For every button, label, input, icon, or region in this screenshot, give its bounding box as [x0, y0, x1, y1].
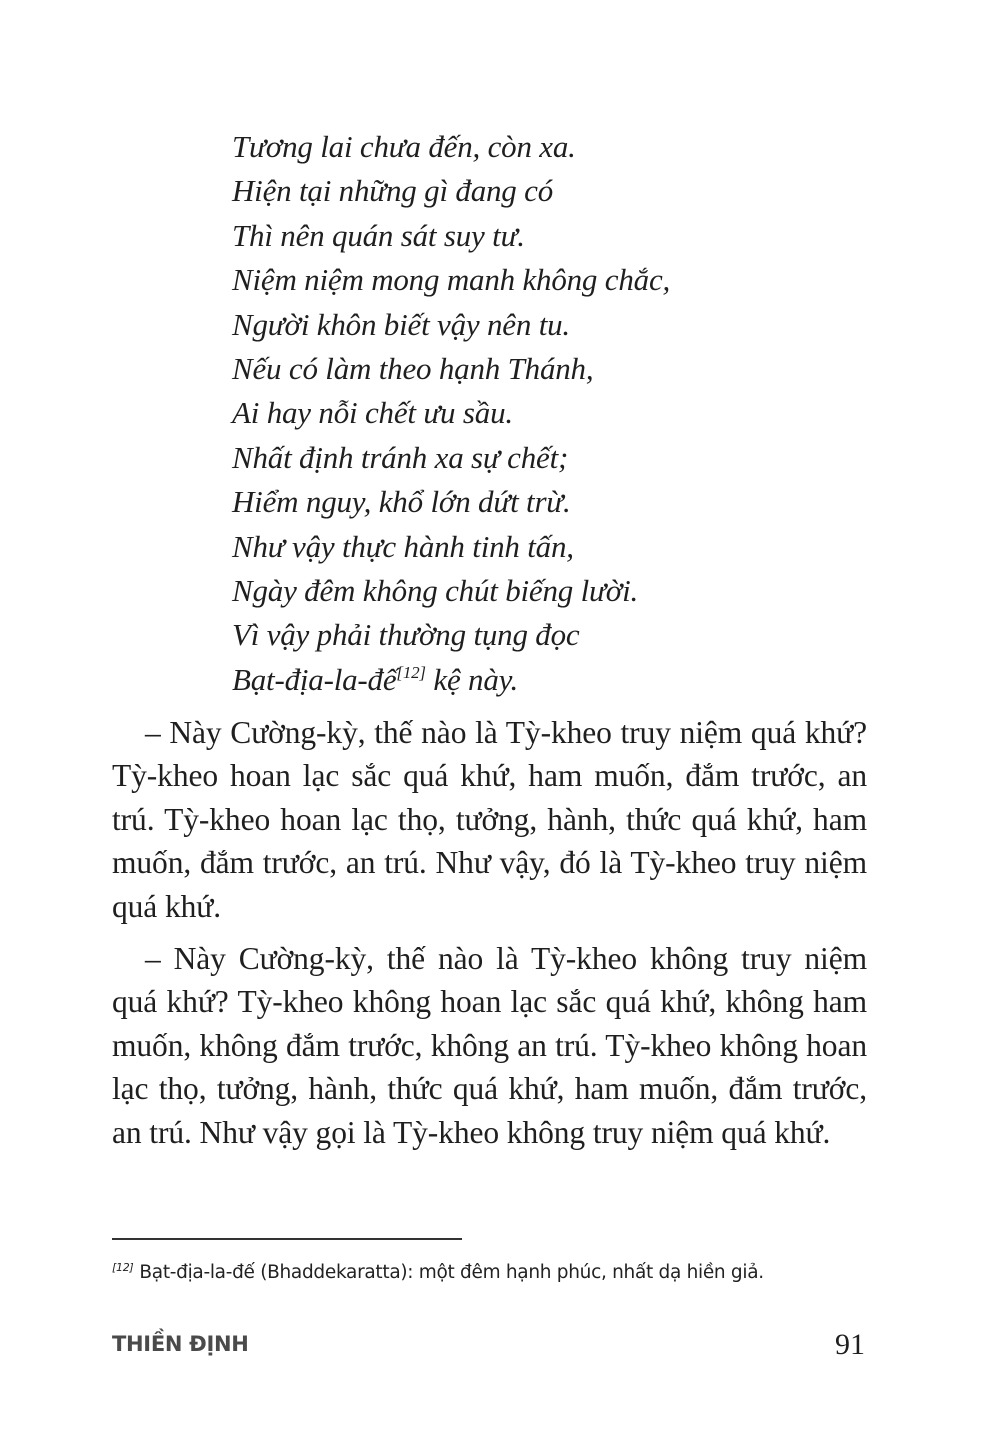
- running-title: THIỀN ĐỊNH: [112, 1332, 249, 1356]
- footnote-text: Bạt-địa-la-đế (Bhaddekaratta): một đêm hạnh phúc, nhất dạ hiền giả.: [139, 1262, 764, 1283]
- verse-line: Hiểm nguy, khổ lớn dứt trừ.: [232, 484, 571, 520]
- verse-line: Vì vậy phải thường tụng đọc: [232, 617, 580, 653]
- verse-text: kệ này.: [425, 661, 519, 697]
- verse-line: Ai hay nỗi chết ưu sầu.: [232, 395, 513, 431]
- body-paragraph: – Này Cường-kỳ, thế nào là Tỳ-kheo không truy niệm quá khứ? Tỳ-kheo không hoan lạc sắc quá khứ, không ham muốn, không đắm trước, không an trú. Tỳ-kheo không hoan lạc thọ, tưởng, hành, thức quá khứ, ham muốn, đắm trước, an trú. Như vậy gọi là Tỳ-kheo không truy niệm quá khứ.: [112, 941, 867, 1150]
- footnote-marker: [12]: [112, 1261, 134, 1274]
- verse-block: [232, 125, 670, 702]
- body-paragraph: – Này Cường-kỳ, thế nào là Tỳ-kheo truy niệm quá khứ? Tỳ-kheo hoan lạc sắc quá khứ, ham muốn, đắm trước, an trú. Tỳ-kheo hoan lạc thọ, tưởng, hành, thức quá khứ, ham muốn, đắm trước, an trú. Như vậy, đó là Tỳ-kheo truy niệm quá khứ.: [112, 715, 867, 924]
- verse-line: Người khôn biết vậy nên tu.: [232, 306, 570, 342]
- footnote-divider: [112, 1238, 462, 1240]
- page-number: 91: [835, 1328, 865, 1361]
- verse-line: Tương lai chưa đến, còn xa.: [232, 129, 576, 164]
- verse-line: Hiện tại những gì đang có: [232, 173, 554, 209]
- footnote: [112, 1260, 764, 1286]
- footnote-reference[interactable]: [12]: [396, 662, 426, 682]
- verse-line: Ngày đêm không chút biếng lười.: [232, 573, 639, 609]
- verse-text: Bạt-địa-la-đế: [232, 661, 397, 697]
- verse-line: Nhất định tránh xa sự chết;: [232, 439, 569, 475]
- verse-line: Thì nên quán sát suy tư.: [232, 217, 525, 253]
- verse-line: Nếu có làm theo hạnh Thánh,: [232, 351, 594, 387]
- verse-line: Niệm niệm mong manh không chắc,: [232, 262, 671, 298]
- verse-line-last: [232, 658, 670, 702]
- verse-line: Như vậy thực hành tinh tấn,: [232, 528, 574, 564]
